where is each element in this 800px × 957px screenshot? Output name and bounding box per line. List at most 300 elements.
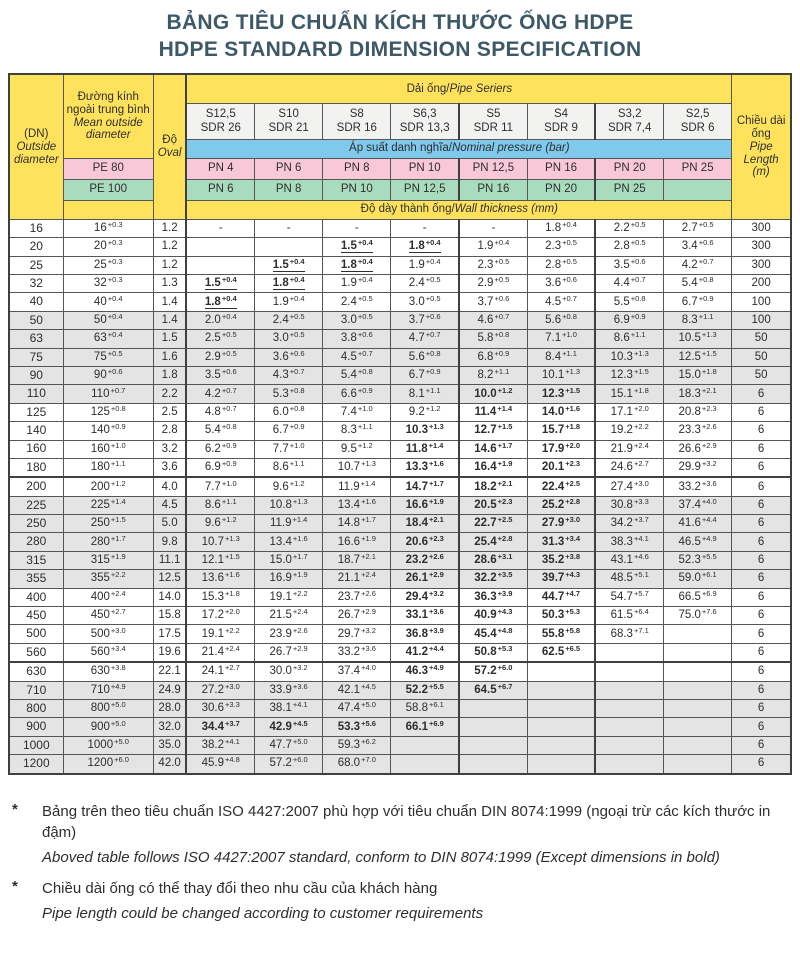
table-row-dn-225 xyxy=(9,496,791,514)
cell-s5: $35.2^{+3.8}$ xyxy=(527,551,595,569)
cell-s1 xyxy=(255,238,323,256)
cell-s0: $2.0^{+0.4}$ xyxy=(186,311,254,329)
cell-pipe-length: 6 xyxy=(732,736,791,754)
pipe-length-unit: (m) xyxy=(752,166,770,179)
cell-dn: 90 xyxy=(9,366,63,384)
cell-s3: $58.8^{+6.1}$ xyxy=(391,699,459,717)
cell-s5: $15.7^{+1.8}$ xyxy=(527,422,595,440)
cell-s3: $13.3^{+1.6}$ xyxy=(391,458,459,477)
cell-mean-od: $32^{+0.3}$ xyxy=(63,274,153,292)
cell-s3: $1.9^{+0.4}$ xyxy=(391,256,459,274)
series-header-s5: S5 SDR 11 xyxy=(459,103,527,139)
cell-s2: $10.7^{+1.3}$ xyxy=(323,458,391,477)
cell-s3: $8.1^{+1.1}$ xyxy=(391,385,459,403)
column-header-dn xyxy=(9,74,63,219)
cell-s3: $11.8^{+1.4}$ xyxy=(391,440,459,458)
cell-pipe-length: 6 xyxy=(732,422,791,440)
cell-dn: 32 xyxy=(9,274,63,292)
cell-s2: $68.0^{+7.0}$ xyxy=(323,755,391,774)
series-header-s8: S8 SDR 16 xyxy=(323,103,391,139)
series-header-s12-5: S12,5 SDR 26 xyxy=(186,103,254,139)
footnote-length xyxy=(12,878,788,925)
cell-s7: $66.5^{+6.9}$ xyxy=(664,588,732,606)
cell-s1: $15.0^{+1.7}$ xyxy=(255,551,323,569)
cell-pipe-length: 6 xyxy=(732,681,791,699)
wall-thickness-band-vi: Độ dày thành ống/ xyxy=(360,203,455,216)
table-row-dn-200 xyxy=(9,477,791,496)
cell-pipe-length: 300 xyxy=(732,219,791,237)
table-row-dn-900 xyxy=(9,718,791,736)
cell-dn: 75 xyxy=(9,348,63,366)
cell-s5: $12.3^{+1.5}$ xyxy=(527,385,595,403)
header-row-pe100 xyxy=(9,179,791,200)
cell-oval: 1.2 xyxy=(153,238,186,256)
cell-dn: 800 xyxy=(9,699,63,717)
cell-s5 xyxy=(527,699,595,717)
cell-mean-od: $900^{+5.0}$ xyxy=(63,718,153,736)
cell-s2: $37.4^{+4.0}$ xyxy=(323,662,391,681)
cell-s1: $21.5^{+2.4}$ xyxy=(255,607,323,625)
cell-s5: $31.3^{+3.4}$ xyxy=(527,533,595,551)
cell-s5: $50.3^{+5.3}$ xyxy=(527,607,595,625)
cell-mean-od: $630^{+3.8}$ xyxy=(63,662,153,681)
cell-s5: $20.1^{+2.3}$ xyxy=(527,458,595,477)
asterisk: * xyxy=(12,800,18,818)
cell-dn: 710 xyxy=(9,681,63,699)
cell-s2: - xyxy=(323,219,391,237)
footnote-standard xyxy=(12,801,788,869)
cell-s4: $1.9^{+0.4}$ xyxy=(459,238,527,256)
cell-dn: 110 xyxy=(9,385,63,403)
cell-mean-od: $200^{+1.2}$ xyxy=(63,477,153,496)
table-row-dn-450 xyxy=(9,607,791,625)
cell-oval: 28.0 xyxy=(153,699,186,717)
pe100-pn-cell-7: PN 25 xyxy=(595,179,663,200)
cell-s4: $22.7^{+2.5}$ xyxy=(459,515,527,533)
cell-s0: $45.9^{+4.8}$ xyxy=(186,755,254,774)
table-row-dn-50 xyxy=(9,311,791,329)
cell-s4: $64.5^{+6.7}$ xyxy=(459,681,527,699)
cell-mean-od: $1000^{+5.0}$ xyxy=(63,736,153,754)
cell-oval: 5.0 xyxy=(153,515,186,533)
cell-mean-od: $75^{+0.5}$ xyxy=(63,348,153,366)
cell-dn: 20 xyxy=(9,238,63,256)
pe80-pn-cell-1: PN 4 xyxy=(186,158,254,179)
table-row-dn-125 xyxy=(9,403,791,421)
cell-pipe-length: 100 xyxy=(732,293,791,311)
cell-s1: $26.7^{+2.9}$ xyxy=(255,643,323,662)
cell-oval: 1.2 xyxy=(153,256,186,274)
cell-pipe-length: 6 xyxy=(732,625,791,643)
cell-s5 xyxy=(527,662,595,681)
cell-s7: $59.0^{+6.1}$ xyxy=(664,570,732,588)
cell-s7: $75.0^{+7.6}$ xyxy=(664,607,732,625)
cell-s2: $5.4^{+0.8}$ xyxy=(323,366,391,384)
cell-s7 xyxy=(664,625,732,643)
cell-s7: $15.0^{+1.8}$ xyxy=(664,366,732,384)
cell-s3: $16.6^{+1.9}$ xyxy=(391,496,459,514)
cell-s7 xyxy=(664,755,732,774)
cell-s4: $40.9^{+4.3}$ xyxy=(459,607,527,625)
cell-s2: $33.2^{+3.6}$ xyxy=(323,643,391,662)
cell-s3 xyxy=(391,736,459,754)
cell-mean-od: $500^{+3.0}$ xyxy=(63,625,153,643)
cell-mean-od: $160^{+1.0}$ xyxy=(63,440,153,458)
series-header-s6-3: S6,3 SDR 13,3 xyxy=(391,103,459,139)
cell-s1: $10.8^{+1.3}$ xyxy=(255,496,323,514)
cell-s2: $1.8^{+0.4}$ xyxy=(323,256,391,274)
table-row-dn-560 xyxy=(9,643,791,662)
table-row-dn-355 xyxy=(9,570,791,588)
cell-mean-od: $140^{+0.9}$ xyxy=(63,422,153,440)
cell-dn: 63 xyxy=(9,330,63,348)
cell-s3: $3.0^{+0.5}$ xyxy=(391,293,459,311)
cell-mean-od: $710^{+4.9}$ xyxy=(63,681,153,699)
cell-mean-od: $225^{+1.4}$ xyxy=(63,496,153,514)
cell-s4: $32.2^{+3.5}$ xyxy=(459,570,527,588)
cell-s3: $41.2^{+4.4}$ xyxy=(391,643,459,662)
cell-s1: $2.4^{+0.5}$ xyxy=(255,311,323,329)
cell-dn: 16 xyxy=(9,219,63,237)
table-row-dn-63 xyxy=(9,330,791,348)
cell-s4: $2.9^{+0.5}$ xyxy=(459,274,527,292)
cell-pipe-length: 6 xyxy=(732,643,791,662)
cell-s4 xyxy=(459,736,527,754)
cell-pipe-length: 6 xyxy=(732,607,791,625)
cell-s2: $23.7^{+2.6}$ xyxy=(323,588,391,606)
table-row-dn-710 xyxy=(9,681,791,699)
oval-label-vi: Độ xyxy=(162,134,177,147)
cell-s2: $2.4^{+0.5}$ xyxy=(323,293,391,311)
cell-s6: $6.9^{+0.9}$ xyxy=(595,311,663,329)
cell-s7: $33.2^{+3.6}$ xyxy=(664,477,732,496)
cell-s7 xyxy=(664,662,732,681)
cell-oval: 1.6 xyxy=(153,348,186,366)
cell-s6: $19.2^{+2.2}$ xyxy=(595,422,663,440)
cell-s2: $21.1^{+2.4}$ xyxy=(323,570,391,588)
cell-s6: $10.3^{+1.3}$ xyxy=(595,348,663,366)
mean-od-label-vi: Đường kính ngoài trung bình xyxy=(66,90,150,116)
cell-oval: 3.6 xyxy=(153,458,186,477)
cell-s5: $4.5^{+0.7}$ xyxy=(527,293,595,311)
cell-s3: $4.7^{+0.7}$ xyxy=(391,330,459,348)
header-row-series-band xyxy=(9,74,791,103)
cell-s3: $14.7^{+1.7}$ xyxy=(391,477,459,496)
cell-s3: $5.6^{+0.8}$ xyxy=(391,348,459,366)
cell-mean-od: $63^{+0.4}$ xyxy=(63,330,153,348)
footnotes xyxy=(12,801,788,925)
cell-s3: $36.8^{+3.9}$ xyxy=(391,625,459,643)
dn-label-en: Outside diameter xyxy=(13,140,59,166)
cell-s7: $29.9^{+3.2}$ xyxy=(664,458,732,477)
cell-s2: $11.9^{+1.4}$ xyxy=(323,477,391,496)
cell-s0: $8.6^{+1.1}$ xyxy=(186,496,254,514)
page-title xyxy=(8,10,792,63)
pe100-pn-cell-2: PN 8 xyxy=(255,179,323,200)
table-row-dn-32 xyxy=(9,274,791,292)
cell-mean-od: $315^{+1.9}$ xyxy=(63,551,153,569)
cell-s0: $17.2^{+2.0}$ xyxy=(186,607,254,625)
nominal-pressure-band xyxy=(186,139,731,158)
cell-s3: $2.4^{+0.5}$ xyxy=(391,274,459,292)
cell-s2: $1.5^{+0.4}$ xyxy=(323,238,391,256)
pe80-label: PE 80 xyxy=(63,158,153,179)
cell-s2: $7.4^{+1.0}$ xyxy=(323,403,391,421)
cell-s3: $33.1^{+3.6}$ xyxy=(391,607,459,625)
cell-s6: $2.8^{+0.5}$ xyxy=(595,238,663,256)
cell-s2: $18.7^{+2.1}$ xyxy=(323,551,391,569)
cell-s3 xyxy=(391,755,459,774)
pe80-pn-cell-8: PN 25 xyxy=(664,158,732,179)
cell-s2: $16.6^{+1.9}$ xyxy=(323,533,391,551)
cell-pipe-length: 6 xyxy=(732,755,791,774)
cell-s3: $29.4^{+3.2}$ xyxy=(391,588,459,606)
pe100-pn-cell-1: PN 6 xyxy=(186,179,254,200)
pe100-pn-cell-6: PN 20 xyxy=(527,179,595,200)
cell-dn: 180 xyxy=(9,458,63,477)
cell-oval: 1.3 xyxy=(153,274,186,292)
cell-dn: 250 xyxy=(9,515,63,533)
cell-s3: $66.1^{+6.9}$ xyxy=(391,718,459,736)
pe80-pn-cell-7: PN 20 xyxy=(595,158,663,179)
pe80-pn-cell-2: PN 6 xyxy=(255,158,323,179)
cell-s0: $38.2^{+4.1}$ xyxy=(186,736,254,754)
footnote-length-en: Pipe length could be changed according to customer requirements xyxy=(42,904,484,922)
cell-s4: $28.6^{+3.1}$ xyxy=(459,551,527,569)
cell-s1: $38.1^{+4.1}$ xyxy=(255,699,323,717)
cell-s0: $4.2^{+0.7}$ xyxy=(186,385,254,403)
cell-s4: $5.8^{+0.8}$ xyxy=(459,330,527,348)
cell-pipe-length: 6 xyxy=(732,458,791,477)
cell-s4: - xyxy=(459,219,527,237)
cell-s6: $3.5^{+0.6}$ xyxy=(595,256,663,274)
cell-s5: $25.2^{+2.8}$ xyxy=(527,496,595,514)
cell-pipe-length: 6 xyxy=(732,588,791,606)
pipe-series-band-en: Pipe Seriers xyxy=(449,82,513,95)
cell-s4: $50.8^{+5.3}$ xyxy=(459,643,527,662)
cell-mean-od: $450^{+2.7}$ xyxy=(63,607,153,625)
cell-s6: $61.5^{+6.4}$ xyxy=(595,607,663,625)
cell-s7: $12.5^{+1.5}$ xyxy=(664,348,732,366)
cell-mean-od: $40^{+0.4}$ xyxy=(63,293,153,311)
cell-oval: 4.5 xyxy=(153,496,186,514)
cell-s2: $4.5^{+0.7}$ xyxy=(323,348,391,366)
cell-s4: $3.7^{+0.6}$ xyxy=(459,293,527,311)
cell-s3: $3.7^{+0.6}$ xyxy=(391,311,459,329)
table-row-dn-20 xyxy=(9,238,791,256)
cell-s0: $9.6^{+1.2}$ xyxy=(186,515,254,533)
cell-pipe-length: 300 xyxy=(732,238,791,256)
cell-s7: $46.5^{+4.9}$ xyxy=(664,533,732,551)
cell-pipe-length: 200 xyxy=(732,274,791,292)
cell-pipe-length: 6 xyxy=(732,515,791,533)
cell-s1: $1.9^{+0.4}$ xyxy=(255,293,323,311)
cell-s6: $48.5^{+5.1}$ xyxy=(595,570,663,588)
cell-mean-od: $16^{+0.3}$ xyxy=(63,219,153,237)
cell-s4: $16.4^{+1.9}$ xyxy=(459,458,527,477)
cell-s3: $26.1^{+2.9}$ xyxy=(391,570,459,588)
cell-s6: $38.3^{+4.1}$ xyxy=(595,533,663,551)
table-row-dn-1000 xyxy=(9,736,791,754)
cell-s2: $6.6^{+0.9}$ xyxy=(323,385,391,403)
cell-s4: $10.0^{+1.2}$ xyxy=(459,385,527,403)
cell-s0: $19.1^{+2.2}$ xyxy=(186,625,254,643)
cell-s7: $37.4^{+4.0}$ xyxy=(664,496,732,514)
cell-s5: $3.6^{+0.6}$ xyxy=(527,274,595,292)
cell-pipe-length: 50 xyxy=(732,330,791,348)
cell-s7: $18.3^{+2.1}$ xyxy=(664,385,732,403)
cell-dn: 630 xyxy=(9,662,63,681)
cell-dn: 355 xyxy=(9,570,63,588)
cell-s7: $5.4^{+0.8}$ xyxy=(664,274,732,292)
cell-mean-od: $25^{+0.3}$ xyxy=(63,256,153,274)
table-row-dn-800 xyxy=(9,699,791,717)
cell-dn: 225 xyxy=(9,496,63,514)
nominal-pressure-band-en: Nominal pressure (bar) xyxy=(452,142,570,155)
cell-dn: 1000 xyxy=(9,736,63,754)
cell-s0: $13.6^{+1.6}$ xyxy=(186,570,254,588)
cell-pipe-length: 6 xyxy=(732,477,791,496)
table-row-dn-500 xyxy=(9,625,791,643)
pe100-label: PE 100 xyxy=(63,179,153,200)
cell-s5: $17.9^{+2.0}$ xyxy=(527,440,595,458)
header-row-thickness-band xyxy=(9,200,791,219)
footnote-standard-en: Aboved table follows ISO 4427:2007 standard, conform to DIN 8074:1999 (Except dimensions in bold) xyxy=(42,849,720,867)
cell-s1: $47.7^{+5.0}$ xyxy=(255,736,323,754)
pipe-series-band-vi: Dải ống/ xyxy=(406,82,450,95)
cell-oval: 12.5 xyxy=(153,570,186,588)
cell-dn: 1200 xyxy=(9,755,63,774)
cell-s6: $43.1^{+4.6}$ xyxy=(595,551,663,569)
cell-s5: $8.4^{+1.1}$ xyxy=(527,348,595,366)
cell-oval: 1.4 xyxy=(153,311,186,329)
cell-s1: $5.3^{+0.8}$ xyxy=(255,385,323,403)
cell-s6 xyxy=(595,718,663,736)
series-header-s4: S4 SDR 9 xyxy=(527,103,595,139)
cell-dn: 450 xyxy=(9,607,63,625)
table-row-dn-180 xyxy=(9,458,791,477)
table-row-dn-250 xyxy=(9,515,791,533)
pipe-length-label-vi: Chiều dài ống xyxy=(736,114,786,140)
cell-s0: $5.4^{+0.8}$ xyxy=(186,422,254,440)
cell-s0: $6.9^{+0.9}$ xyxy=(186,458,254,477)
cell-oval: 11.1 xyxy=(153,551,186,569)
cell-s5 xyxy=(527,718,595,736)
cell-dn: 50 xyxy=(9,311,63,329)
cell-s1: $30.0^{+3.2}$ xyxy=(255,662,323,681)
cell-s6: $27.4^{+3.0}$ xyxy=(595,477,663,496)
cell-oval: 24.9 xyxy=(153,681,186,699)
cell-s1: $6.7^{+0.9}$ xyxy=(255,422,323,440)
cell-s4: $12.7^{+1.5}$ xyxy=(459,422,527,440)
table-row-dn-400 xyxy=(9,588,791,606)
nominal-pressure-band-vi: Áp suất danh nghĩa/ xyxy=(349,142,452,155)
cell-s4 xyxy=(459,699,527,717)
mean-od-label-en: Mean outside diameter xyxy=(73,116,143,142)
cell-s4: $11.4^{+1.4}$ xyxy=(459,403,527,421)
cell-oval: 2.8 xyxy=(153,422,186,440)
cell-s4: $45.4^{+4.8}$ xyxy=(459,625,527,643)
cell-s6 xyxy=(595,755,663,774)
cell-dn: 315 xyxy=(9,551,63,569)
table-row-dn-280 xyxy=(9,533,791,551)
cell-s0: $15.3^{+1.8}$ xyxy=(186,588,254,606)
cell-s1: $42.9^{+4.5}$ xyxy=(255,718,323,736)
cell-oval: 9.8 xyxy=(153,533,186,551)
cell-s3: $10.3^{+1.3}$ xyxy=(391,422,459,440)
cell-mean-od: $280^{+1.7}$ xyxy=(63,533,153,551)
cell-s5: $44.7^{+4.7}$ xyxy=(527,588,595,606)
hdpe-dimension-table xyxy=(8,73,792,774)
cell-s6: $15.1^{+1.8}$ xyxy=(595,385,663,403)
cell-s2: $8.3^{+1.1}$ xyxy=(323,422,391,440)
cell-oval: 1.4 xyxy=(153,293,186,311)
pe100-pn-cell-8 xyxy=(664,179,732,200)
cell-s7: $2.7^{+0.5}$ xyxy=(664,219,732,237)
dn-label-vi: (DN) xyxy=(24,127,49,140)
cell-pipe-length: 6 xyxy=(732,570,791,588)
header-row-pe80 xyxy=(9,158,791,179)
cell-s5: $55.8^{+5.8}$ xyxy=(527,625,595,643)
cell-oval: 1.2 xyxy=(153,219,186,237)
cell-s6: $4.4^{+0.7}$ xyxy=(595,274,663,292)
footnote-length-vi: Chiều dài ống có thể thay đổi theo nhu cầu của khách hàng xyxy=(42,879,438,897)
cell-s5: $27.9^{+3.0}$ xyxy=(527,515,595,533)
oval-label-en: Oval xyxy=(157,147,182,160)
cell-s6: $5.5^{+0.8}$ xyxy=(595,293,663,311)
footnote-standard-vi: Bảng trên theo tiêu chuẩn ISO 4427:2007 phù hợp với tiêu chuẩn DIN 8074:1999 (ngoại trừ các kích thước in đậm) xyxy=(42,802,771,842)
cell-oval: 17.5 xyxy=(153,625,186,643)
cell-pipe-length: 6 xyxy=(732,662,791,681)
cell-oval: 19.6 xyxy=(153,643,186,662)
page-title-vi: BẢNG TIÊU CHUẨN KÍCH THƯỚC ỐNG HDPE xyxy=(166,11,634,34)
cell-s2: $1.9^{+0.4}$ xyxy=(323,274,391,292)
table-row-dn-1200 xyxy=(9,755,791,774)
cell-s4: $25.4^{+2.8}$ xyxy=(459,533,527,551)
cell-pipe-length: 6 xyxy=(732,699,791,717)
cell-s0 xyxy=(186,256,254,274)
cell-s1: $7.7^{+1.0}$ xyxy=(255,440,323,458)
cell-s7 xyxy=(664,643,732,662)
cell-s6: $12.3^{+1.5}$ xyxy=(595,366,663,384)
cell-pipe-length: 6 xyxy=(732,496,791,514)
column-header-oval xyxy=(153,74,186,219)
cell-s0: $27.2^{+3.0}$ xyxy=(186,681,254,699)
cell-oval: 42.0 xyxy=(153,755,186,774)
cell-s0: $1.8^{+0.4}$ xyxy=(186,293,254,311)
cell-oval: 22.1 xyxy=(153,662,186,681)
table-row-dn-16 xyxy=(9,219,791,237)
cell-s1: $13.4^{+1.6}$ xyxy=(255,533,323,551)
cell-s2: $13.4^{+1.6}$ xyxy=(323,496,391,514)
cell-s0: $2.5^{+0.5}$ xyxy=(186,330,254,348)
cell-s3: $46.3^{+4.9}$ xyxy=(391,662,459,681)
cell-pipe-length: 50 xyxy=(732,366,791,384)
cell-s6 xyxy=(595,699,663,717)
cell-pipe-length: 100 xyxy=(732,311,791,329)
cell-s4: $4.6^{+0.7}$ xyxy=(459,311,527,329)
cell-dn: 140 xyxy=(9,422,63,440)
cell-s0 xyxy=(186,238,254,256)
cell-pipe-length: 6 xyxy=(732,718,791,736)
pe80-pn-cell-4: PN 10 xyxy=(391,158,459,179)
cell-s1: $4.3^{+0.7}$ xyxy=(255,366,323,384)
pe100-pn-cell-3: PN 10 xyxy=(323,179,391,200)
cell-oval: 14.0 xyxy=(153,588,186,606)
cell-s1: $1.5^{+0.4}$ xyxy=(255,256,323,274)
series-header-s3-2: S3,2 SDR 7,4 xyxy=(595,103,663,139)
cell-s0: $4.8^{+0.7}$ xyxy=(186,403,254,421)
